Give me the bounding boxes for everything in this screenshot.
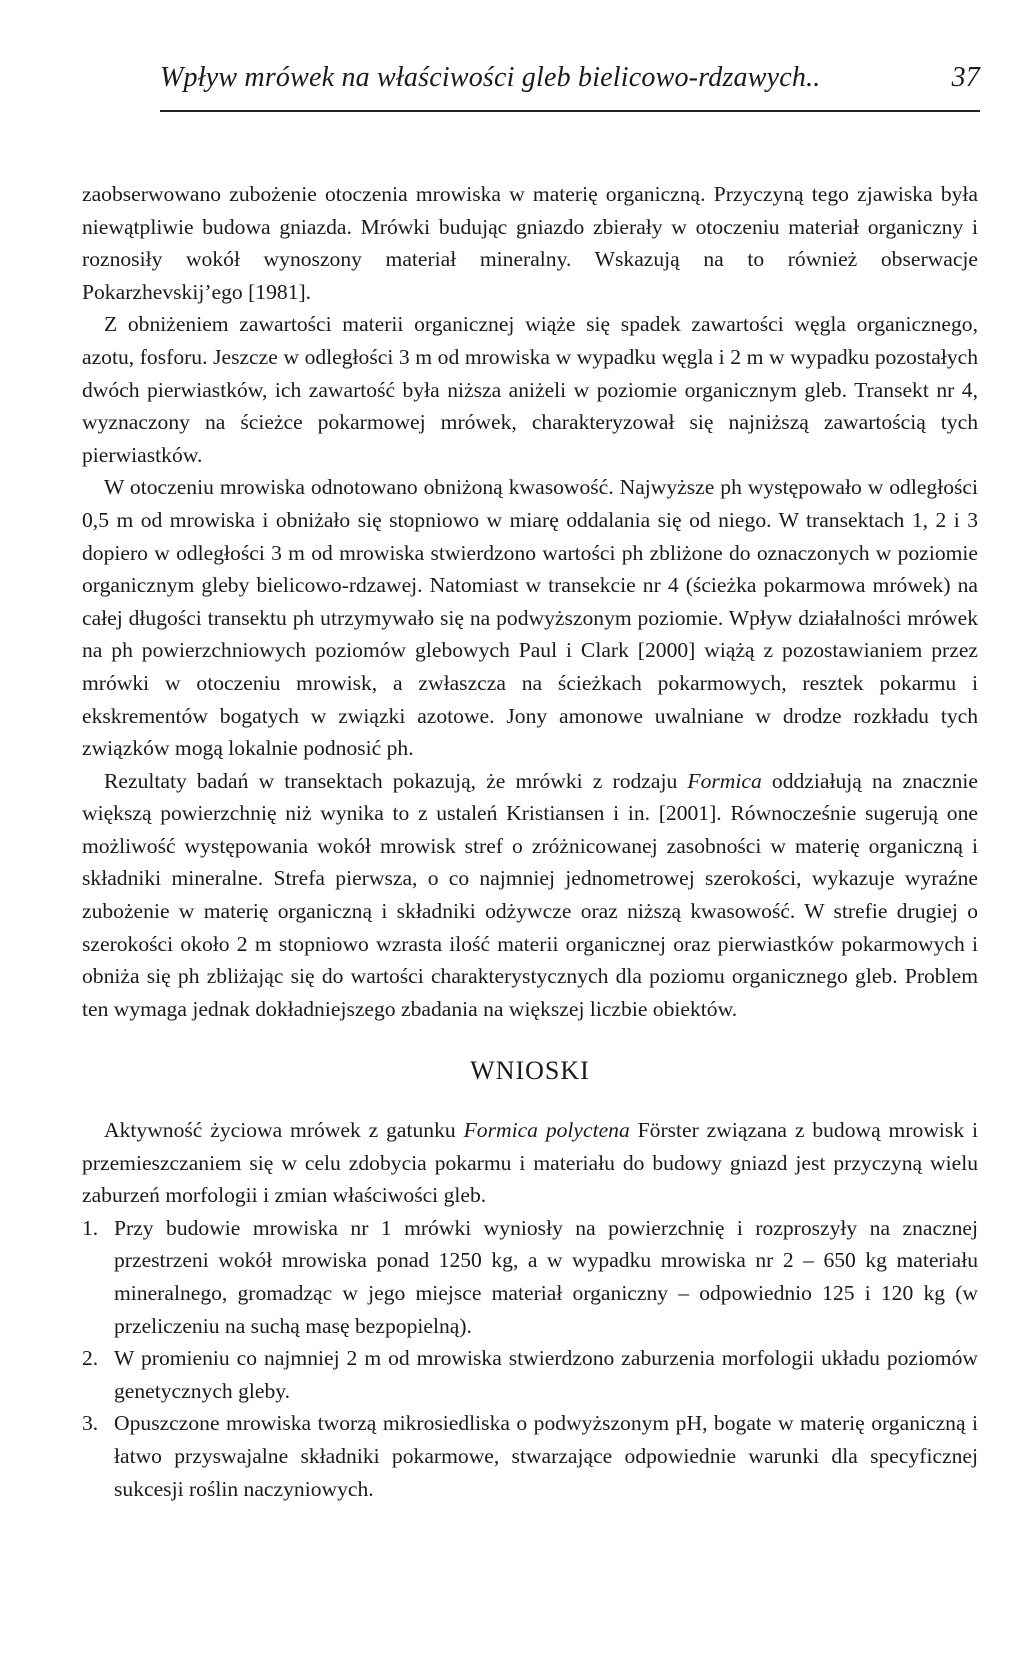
- text-run: Aktywność życiowa mrówek z gatunku: [104, 1118, 464, 1143]
- running-head: [160, 62, 980, 94]
- italic-term: Formica polyctena: [463, 1118, 630, 1143]
- page-number: 37: [951, 62, 980, 93]
- text-run: Z obniżeniem zawartości materii organicznej wiąże się spadek zawartości węgla organicznego, azotu, fosforu. Jeszcze w odległości 3 m od mrowiska w wypadku węgla i 2 m w wypadku pozostałych dwóch pierwiastków, ich zawartość była niższa aniżeli w poziomie organicznym gleb. Transekt nr 4, wyznaczony na ścieżce pokarmowej mrówek, charakteryzował się najniższą zawartością tych pierwiastków.: [82, 312, 978, 467]
- list-number: 2.: [82, 1346, 99, 1371]
- text-run: oddziałują na znacznie większą powierzchnię niż wynika to z ustaleń Kristiansen i in. [2001]. Równocześnie sugerują one możliwość występowania wokół mrowisk stref o zróżnicowanej zasobności w materię organiczną i składniki mineralne. Strefa pierwsza, o co najmniej jednometrowej szerokości, wykazuje wyraźne zubożenie w materię organiczną i składniki odżywcze oraz niższą kwasowość. W strefie drugiej o szerokości około 2 m stopniowo wzrasta ilość materii organicznej oraz pierwiastków pokarmowych i obniża się ph zbliżając się do wartości charakterystycznych dla poziomu organicznego gleb. Problem ten wymaga jednak dokładniejszego zbadania na większej liczbie obiektów.: [82, 768, 979, 1021]
- list-text: W promieniu co najmniej 2 m od mrowiska stwierdzono zaburzenia morfologii układu poziomów genetycznych gleby.: [114, 1346, 978, 1403]
- header-rule: [160, 110, 980, 112]
- paragraph: [82, 765, 978, 1026]
- list-text: Przy budowie mrowiska nr 1 mrówki wyniosły na powierzchnię i rozproszyły na znacznej przestrzeni wokół mrowiska ponad 1250 kg, a w wypadku mrowiska nr 2 – 650 kg materiału mineralnego, gromadząc w jego miejsce materiał organiczny – odpowiednio 125 i 120 kg (w przeliczeniu na suchą masę bezpopielną).: [114, 1215, 978, 1338]
- text-run: Rezultaty badań w transektach pokazują, że mrówki z rodzaju: [104, 768, 688, 793]
- list-number: 3.: [82, 1411, 99, 1436]
- conclusions-intro: [82, 1114, 978, 1212]
- text-run: W otoczeniu mrowiska odnotowano obniżoną kwasowość. Najwyższe ph występowało w odległości 0,5 m od mrowiska i obniżało się stopniowo w miarę oddalania się od niego. W transektach 1, 2 i 3 dopiero w odległości 3 m od mrowiska stwierdzono wartości ph zbliżone do oznaczonych w poziomie organicznym gleby bielicowo-rdzawej. Natomiast w transekcie nr 4 (ścieżka pokarmowa mrówek) na całej długości transektu ph utrzymywało się na podwyższonym poziomie. Wpływ działalności mrówek na ph powierzchniowych poziomów glebowych Paul i Clark [2000] wiążą z pozostawianiem przez mrówki w otoczeniu mrowisk, a zwłaszcza na ścieżkach pokarmowych, resztek pokarmu i ekskrementów bogatych w związki azotowe. Jony amonowe uwalniane w drodze rozkładu tych związków mogą lokalnie podnosić ph.: [82, 475, 978, 761]
- text-run: zaobserwowano zubożenie otoczenia mrowiska w materię organiczną. Przyczyną tego zjawiska była niewątpliwie budowa gniazda. Mrówki budując gniazdo zbierały w otoczeniu materiał organiczny i roznosiły wokół wynoszony materiał mineralny. Wskazują na to również obserwacje Pokarzhevskij’ego [1981].: [82, 182, 978, 304]
- section-heading: WNIOSKI: [470, 1056, 590, 1086]
- italic-term: Formica: [687, 768, 762, 793]
- body-text: [82, 178, 978, 1505]
- list-item: [82, 1342, 978, 1407]
- paragraph: [82, 178, 978, 308]
- list-text: Opuszczone mrowiska tworzą mikrosiedliska o podwyższonym pH, bogate w materię organiczną i łatwo przyswajalne składniki pokarmowe, stwarzające odpowiednie warunki dla specyficznej sukcesji roślin naczyniowych.: [114, 1411, 978, 1501]
- paragraph: [82, 308, 978, 471]
- text-run: Förster związana z budową mrowisk i przemieszczaniem się w celu zdobycia pokarmu i materiału do budowy gniazd jest przyczyną wielu zaburzeń morfologii i zmian właściwości gleb.: [82, 1118, 979, 1208]
- list-number: 1.: [82, 1215, 99, 1240]
- list-item: [82, 1212, 978, 1342]
- running-title: Wpływ mrówek na właściwości gleb bielicowo-rdzawych..: [160, 62, 821, 93]
- conclusions-list: [82, 1212, 978, 1505]
- list-item: [82, 1407, 978, 1505]
- paragraph: [82, 471, 978, 764]
